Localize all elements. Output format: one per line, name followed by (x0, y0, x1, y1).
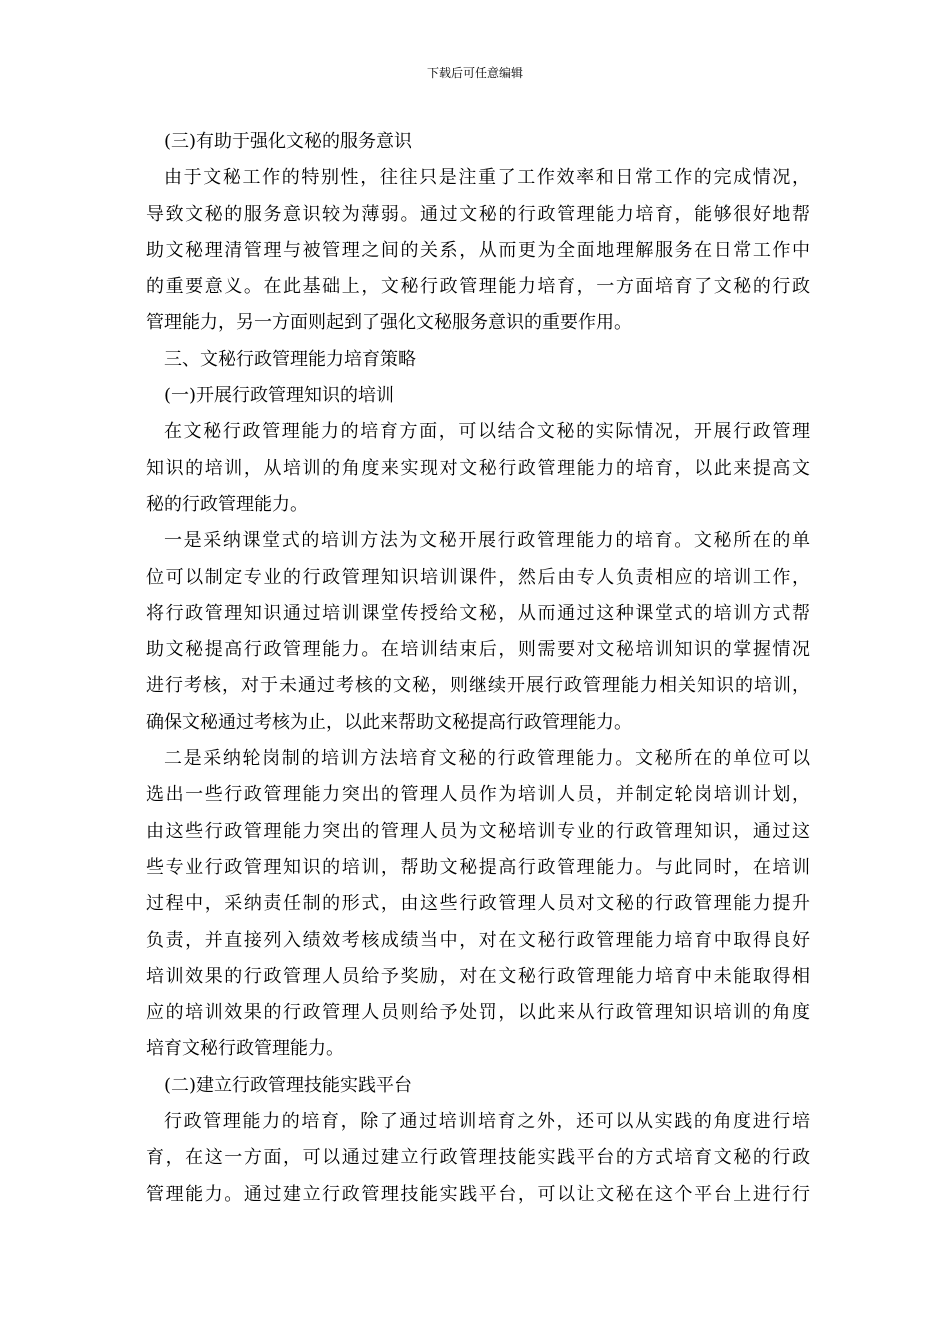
page-header: 下载后可任意编辑 (426, 66, 523, 80)
text-line: (一)开展行政管理知识的培训 (164, 385, 395, 407)
text-line: 应的培训效果的行政管理人员则给予处罚，以此来从行政管理知识培训的角度 (146, 1002, 810, 1024)
text-line: 进行考核，对于未通过考核的文秘，则继续开展行政管理能力相关知识的培训， (146, 675, 810, 697)
text-line: 导致文秘的服务意识较为薄弱。通过文秘的行政管理能力培育，能够很好地帮 (146, 203, 810, 225)
text-line: 育，在这一方面，可以通过建立行政管理技能实践平台的方式培育文秘的行政 (146, 1147, 810, 1169)
document-body (146, 124, 810, 1213)
text-line: 三、文秘行政管理能力培育策略 (164, 348, 416, 370)
text-line: 确保文秘通过考核为止，以此来帮助文秘提高行政管理能力。 (146, 711, 632, 733)
text-line: 二是采纳轮岗制的培训方法培育文秘的行政管理能力。文秘所在的单位可以 (164, 748, 810, 770)
text-line: 助文秘理清管理与被管理之间的关系，从而更为全面地理解服务在日常工作中 (146, 239, 810, 261)
text-line: 些专业行政管理知识的培训，帮助文秘提高行政管理能力。与此同时，在培训 (146, 856, 810, 878)
text-line: 行政管理能力的培育，除了通过培训培育之外，还可以从实践的角度进行培 (164, 1111, 810, 1133)
text-line: 管理能力。通过建立行政管理技能实践平台，可以让文秘在这个平台上进行行 (146, 1183, 810, 1205)
text-line: (二)建立行政管理技能实践平台 (164, 1074, 413, 1096)
text-line: 由这些行政管理能力突出的管理人员为文秘培训专业的行政管理知识，通过这 (146, 820, 810, 842)
text-line: 负责，并直接列入绩效考核成绩当中，对在文秘行政管理能力培育中取得良好 (146, 929, 810, 951)
text-line: 一是采纳课堂式的培训方法为文秘开展行政管理能力的培育。文秘所在的单 (164, 530, 810, 552)
text-line: 选出一些行政管理能力突出的管理人员作为培训人员，并制定轮岗培训计划， (146, 784, 810, 806)
text-line: 知识的培训，从培训的角度来实现对文秘行政管理能力的培育，以此来提高文 (146, 457, 810, 479)
text-line: 培训效果的行政管理人员给予奖励，对在文秘行政管理能力培育中未能取得相 (146, 965, 810, 987)
text-line: 在文秘行政管理能力的培育方面，可以结合文秘的实际情况，开展行政管理 (164, 421, 810, 443)
text-line: 秘的行政管理能力。 (146, 493, 308, 515)
text-line: 由于文秘工作的特别性，往往只是注重了工作效率和日常工作的完成情况， (164, 167, 810, 189)
text-line: 位可以制定专业的行政管理知识培训课件，然后由专人负责相应的培训工作， (146, 566, 810, 588)
text-line: 培育文秘行政管理能力。 (146, 1038, 344, 1060)
text-line: 管理能力，另一方面则起到了强化文秘服务意识的重要作用。 (146, 312, 632, 334)
text-line: 将行政管理知识通过培训课堂传授给文秘，从而通过这种课堂式的培训方式帮 (146, 602, 810, 624)
text-line: 过程中，采纳责任制的形式，由这些行政管理人员对文秘的行政管理能力提升 (146, 893, 810, 915)
text-line: 的重要意义。在此基础上，文秘行政管理能力培育，一方面培育了文秘的行政 (146, 276, 810, 298)
text-line: (三)有助于强化文秘的服务意识 (164, 131, 413, 152)
text-line: 助文秘提高行政管理能力。在培训结束后，则需要对文秘培训知识的掌握情况 (146, 639, 810, 661)
